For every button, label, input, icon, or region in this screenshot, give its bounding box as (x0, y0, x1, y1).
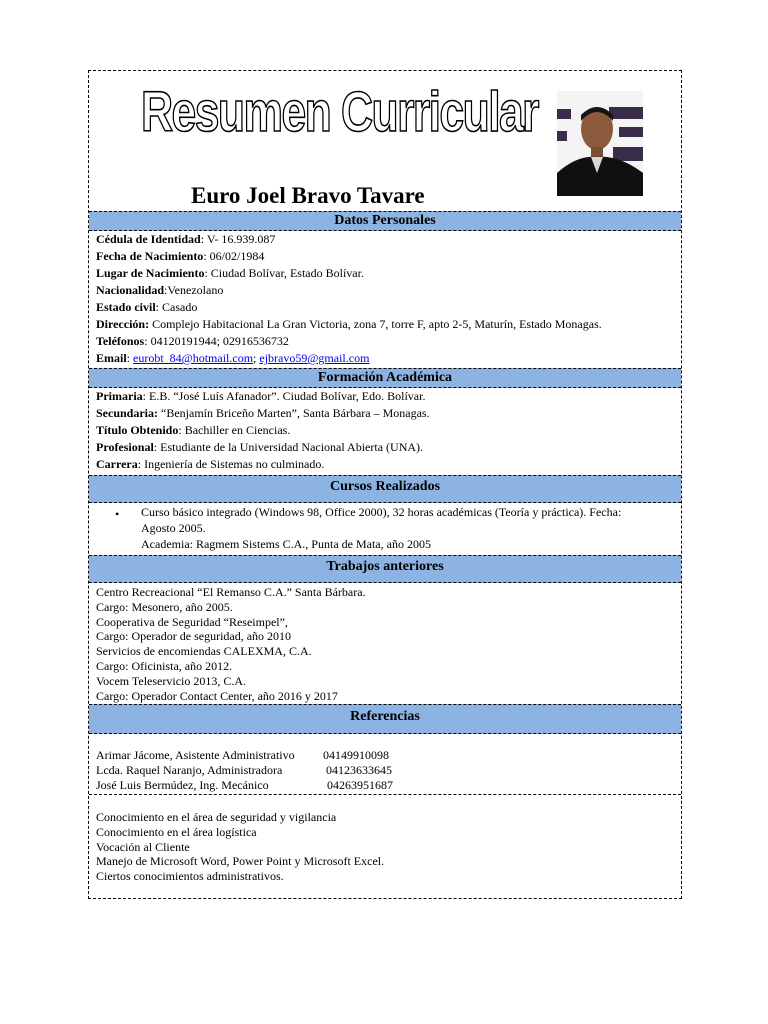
reference-phone: 04263951687 (327, 777, 393, 792)
birthplace-value: : Ciudad Bolívar, Estado Bolívar. (204, 266, 364, 280)
reference-phone: 04149910098 (323, 748, 389, 762)
civil-status-value: : Casado (155, 300, 198, 314)
skill-line: Vocación al Cliente (96, 839, 190, 854)
email-row (96, 350, 676, 367)
birthplace-row (96, 265, 676, 282)
birthdate-value: : 06/02/1984 (203, 249, 265, 263)
birthdate-label: Fecha de Nacimiento (96, 249, 204, 263)
resume-document (88, 70, 682, 899)
skill-line: Ciertos conocimientos administrativos. (96, 869, 284, 884)
resume-title: Resumen Curricular (141, 80, 538, 144)
jobs-block (96, 585, 676, 703)
degree-label: Título Obtenido (96, 423, 179, 437)
skill-line: Conocimiento en el área logística (96, 824, 257, 839)
career-label: Carrera (96, 457, 138, 471)
course-line-1: Curso básico integrado (Windows 98, Office 2000), 32 horas académicas (Teoría y práctica). Fecha: (141, 505, 622, 519)
skills-block (96, 810, 676, 884)
job-line: Servicios de encomiendas CALEXMA, C.A. (96, 644, 312, 659)
applicant-photo (557, 91, 643, 196)
primary-label: Primaria (96, 389, 143, 403)
job-line: Cargo: Operador de seguridad, año 2010 (96, 629, 292, 644)
applicant-name: Euro Joel Bravo Tavare (191, 183, 425, 208)
degree-row (96, 422, 676, 439)
personal-data-block (96, 231, 676, 367)
secondary-row (96, 405, 676, 422)
job-line: Vocem Teleservicio 2013, C.A. (96, 673, 247, 688)
professional-row (96, 439, 676, 456)
civil-status-label: Estado civil (96, 300, 156, 314)
email-separator-2: ; (253, 351, 260, 365)
civil-status-row (96, 299, 676, 316)
section-personal-data: Datos Personales (89, 211, 681, 231)
address-row (96, 316, 676, 333)
reference-name: Arimar Jácome, Asistente Administrativo (96, 748, 295, 762)
section-references: Referencias (89, 704, 681, 734)
secondary-label: Secundaria: (96, 406, 159, 420)
applicant-photo-image (557, 91, 643, 196)
skills-divider (89, 794, 681, 795)
reference-row (96, 748, 676, 763)
courses-list (115, 504, 675, 552)
secondary-value: “Benjamín Briceño Marten”, Santa Bárbara – Monagas. (158, 406, 430, 420)
cedula-row (96, 231, 676, 248)
primary-row (96, 388, 676, 405)
job-line: Cargo: Mesonero, año 2005. (96, 599, 233, 614)
cedula-value: : V- 16.939.087 (200, 232, 276, 246)
birthplace-label: Lugar de Nacimiento (96, 266, 205, 280)
reference-row (96, 778, 676, 793)
email-link-gmail[interactable]: ejbravo59@gmail.com (259, 351, 370, 365)
course-item (141, 504, 675, 552)
section-courses: Cursos Realizados (89, 475, 681, 503)
reference-phone: 04123633645 (326, 762, 392, 777)
course-bullet: • (115, 507, 120, 521)
references-block (96, 748, 676, 792)
education-block (96, 388, 676, 473)
address-value: Complejo Habitacional La Gran Victoria, zona 7, torre F, apto 2-5, Maturín, Estado Monagas. (149, 317, 602, 331)
skill-line: Conocimiento en el área de seguridad y vigilancia (96, 810, 337, 824)
nationality-row (96, 282, 676, 299)
course-line-2: Agosto 2005. (141, 521, 206, 535)
phones-value: : 04120191944; 02916536732 (144, 334, 289, 348)
career-value: : Ingeniería de Sistemas no culminado. (137, 457, 325, 471)
professional-label: Profesional (96, 440, 154, 454)
career-row (96, 456, 676, 473)
email-separator: : (126, 351, 134, 365)
job-line: Cargo: Operador Contact Center, año 2016 y 2017 (96, 688, 338, 703)
address-label: Dirección: (96, 317, 150, 331)
job-line: Centro Recreacional “El Remanso C.A.” Santa Bárbara. (96, 585, 366, 599)
email-label: Email (96, 351, 127, 365)
primary-value: : E.B. “José Luís Afanador”. Ciudad Bolívar, Edo. Bolívar. (142, 389, 426, 403)
nationality-label: Nacionalidad (96, 283, 165, 297)
degree-value: : Bachiller en Ciencias. (178, 423, 291, 437)
job-line: Cooperativa de Seguridad “Reseimpel”, (96, 614, 288, 629)
course-line-3: Academia: Ragmem Sistems C.A., Punta de Mata, año 2005 (141, 537, 431, 551)
job-line: Cargo: Oficinista, año 2012. (96, 658, 233, 673)
phones-label: Teléfonos (96, 334, 145, 348)
section-education: Formación Académica (89, 368, 681, 388)
section-jobs: Trabajos anteriores (89, 555, 681, 583)
reference-row (96, 763, 676, 778)
resume-header (89, 71, 681, 211)
skill-line: Manejo de Microsoft Word, Power Point y Microsoft Excel. (96, 854, 385, 869)
birthdate-row (96, 248, 676, 265)
email-link-hotmail[interactable]: eurobt_84@hotmail.com (133, 351, 254, 365)
reference-name: Lcda. Raquel Naranjo, Administradora (96, 762, 283, 777)
reference-name: José Luis Bermúdez, Ing. Mecánico (96, 777, 269, 792)
phones-row (96, 333, 676, 350)
nationality-value: :Venezolano (164, 283, 224, 297)
cedula-label: Cédula de Identidad (96, 232, 201, 246)
professional-value: : Estudiante de la Universidad Nacional Abierta (UNA). (153, 440, 424, 454)
